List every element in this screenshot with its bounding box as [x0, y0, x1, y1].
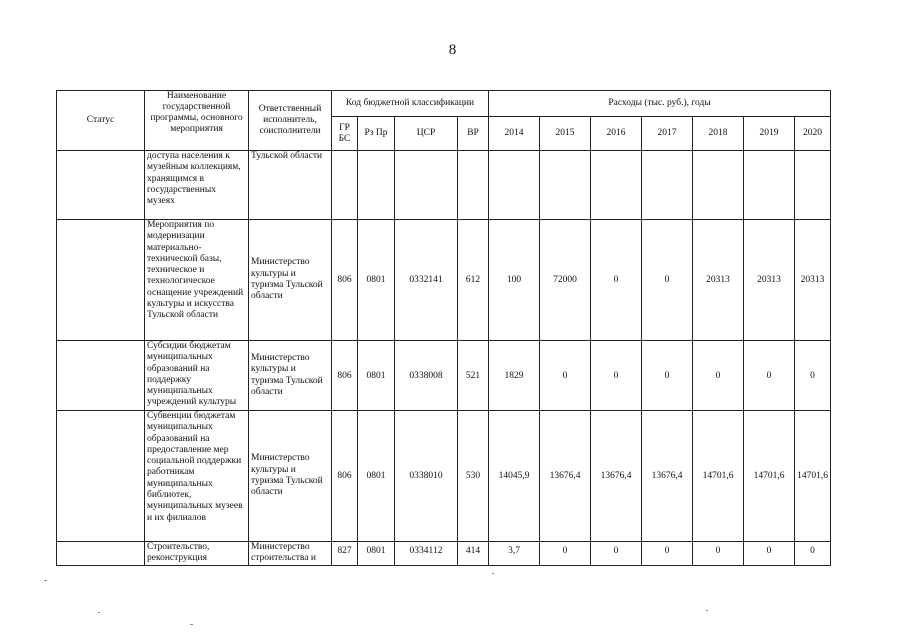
value-cell-2020: 0	[795, 542, 831, 566]
value-cell-2016	[591, 151, 642, 220]
value-cell-2015	[540, 151, 591, 220]
table-row	[57, 341, 831, 411]
value-cell-2016: 0	[591, 341, 642, 411]
value-cell-2018: 20313	[693, 220, 744, 341]
status-cell	[57, 151, 145, 220]
table-row	[57, 220, 831, 341]
responsible-cell: Министерство строительства и	[249, 542, 332, 566]
value-cell-2014: 14045,9	[489, 411, 540, 542]
status-cell	[57, 542, 145, 566]
scan-speck	[98, 612, 100, 613]
csr-cell: 0338010	[395, 411, 458, 542]
csr-cell: 0332141	[395, 220, 458, 341]
value-cell-2020: 14701,6	[795, 411, 831, 542]
grbs-cell: 806	[332, 220, 358, 341]
scan-speck	[190, 624, 193, 625]
rzpr-cell: 0801	[358, 411, 395, 542]
value-cell-2019: 0	[744, 341, 795, 411]
value-cell-2017: 0	[642, 220, 693, 341]
value-cell-2018	[693, 151, 744, 220]
value-cell-2019: 14701,6	[744, 411, 795, 542]
value-cell-2016: 0	[591, 220, 642, 341]
table-row	[57, 411, 831, 542]
value-cell-2020	[795, 151, 831, 220]
header-row-top	[57, 91, 831, 117]
header-csr: ЦСР	[395, 117, 458, 151]
value-cell-2015: 0	[540, 542, 591, 566]
scan-speck	[44, 580, 47, 581]
scan-speck	[706, 610, 708, 611]
csr-cell: 0334112	[395, 542, 458, 566]
csr-cell: 0338008	[395, 341, 458, 411]
page-number: 8	[448, 42, 457, 58]
value-cell-2017: 0	[642, 542, 693, 566]
header-expenses: Расходы (тыс. руб.), годы	[489, 91, 831, 117]
value-cell-2019: 0	[744, 542, 795, 566]
header-year-2017: 2017	[642, 117, 693, 151]
header-year-2020: 2020	[795, 117, 831, 151]
header-grbs: ГР БС	[332, 117, 358, 151]
table-row	[57, 542, 831, 566]
vr-cell: 612	[458, 220, 489, 341]
grbs-cell: 806	[332, 341, 358, 411]
responsible-cell: Министерство культуры и туризма Тульской области	[249, 341, 332, 411]
responsible-cell: Тульской области	[249, 151, 332, 220]
vr-cell: 414	[458, 542, 489, 566]
header-year-2018: 2018	[693, 117, 744, 151]
value-cell-2018: 14701,6	[693, 411, 744, 542]
responsible-cell: Министерство культуры и туризма Тульской области	[249, 411, 332, 542]
header-year-2016: 2016	[591, 117, 642, 151]
responsible-cell: Министерство культуры и туризма Тульской области	[249, 220, 332, 341]
header-name: Наименование государственной программы, основного мероприятия	[145, 91, 249, 151]
header-status: Статус	[57, 91, 145, 151]
rzpr-cell: 0801	[358, 220, 395, 341]
scan-speck	[492, 573, 494, 574]
value-cell-2018: 0	[693, 341, 744, 411]
value-cell-2019	[744, 151, 795, 220]
activity-name-cell: Мероприятия по модернизации материально-технической базы, техническое и технологическое оснащение учреждений культуры и искусства Тульской области	[145, 220, 249, 341]
activity-name-cell: Строительство, реконструкция	[145, 542, 249, 566]
value-cell-2020: 20313	[795, 220, 831, 341]
grbs-cell: 806	[332, 411, 358, 542]
header-year-2014: 2014	[489, 117, 540, 151]
rzpr-cell	[358, 151, 395, 220]
value-cell-2014: 3,7	[489, 542, 540, 566]
status-cell	[57, 411, 145, 542]
status-cell	[57, 341, 145, 411]
activity-name-cell: Субсидии бюджетам муниципальных образований на поддержку муниципальных учреждений культуры	[145, 341, 249, 411]
value-cell-2019: 20313	[744, 220, 795, 341]
csr-cell	[395, 151, 458, 220]
value-cell-2015: 72000	[540, 220, 591, 341]
value-cell-2017: 0	[642, 341, 693, 411]
value-cell-2017	[642, 151, 693, 220]
value-cell-2016: 13676,4	[591, 411, 642, 542]
header-year-2015: 2015	[540, 117, 591, 151]
activity-name-cell: доступа населения к музейным коллекциям, хранящимся в государственных музеях	[145, 151, 249, 220]
value-cell-2014: 100	[489, 220, 540, 341]
value-cell-2017: 13676,4	[642, 411, 693, 542]
table-row	[57, 151, 831, 220]
status-cell	[57, 220, 145, 341]
header-vr: ВР	[458, 117, 489, 151]
grbs-cell	[332, 151, 358, 220]
value-cell-2018: 0	[693, 542, 744, 566]
value-cell-2014: 1829	[489, 341, 540, 411]
vr-cell: 530	[458, 411, 489, 542]
vr-cell	[458, 151, 489, 220]
value-cell-2016: 0	[591, 542, 642, 566]
budget-table	[56, 90, 831, 566]
value-cell-2014	[489, 151, 540, 220]
header-year-2019: 2019	[744, 117, 795, 151]
value-cell-2015: 0	[540, 341, 591, 411]
rzpr-cell: 0801	[358, 341, 395, 411]
activity-name-cell: Субвенции бюджетам муниципальных образований на предоставление мер социальной поддержки работникам муниципальных библиотек, муниципальных музеев и их филиалов	[145, 411, 249, 542]
vr-cell: 521	[458, 341, 489, 411]
grbs-cell: 827	[332, 542, 358, 566]
header-budget-code: Код бюджетной классификации	[332, 91, 489, 117]
header-rzpr: Рз Пр	[358, 117, 395, 151]
header-responsible: Ответственный исполнитель, соисполнители	[249, 91, 332, 151]
value-cell-2015: 13676,4	[540, 411, 591, 542]
rzpr-cell: 0801	[358, 542, 395, 566]
value-cell-2020: 0	[795, 341, 831, 411]
